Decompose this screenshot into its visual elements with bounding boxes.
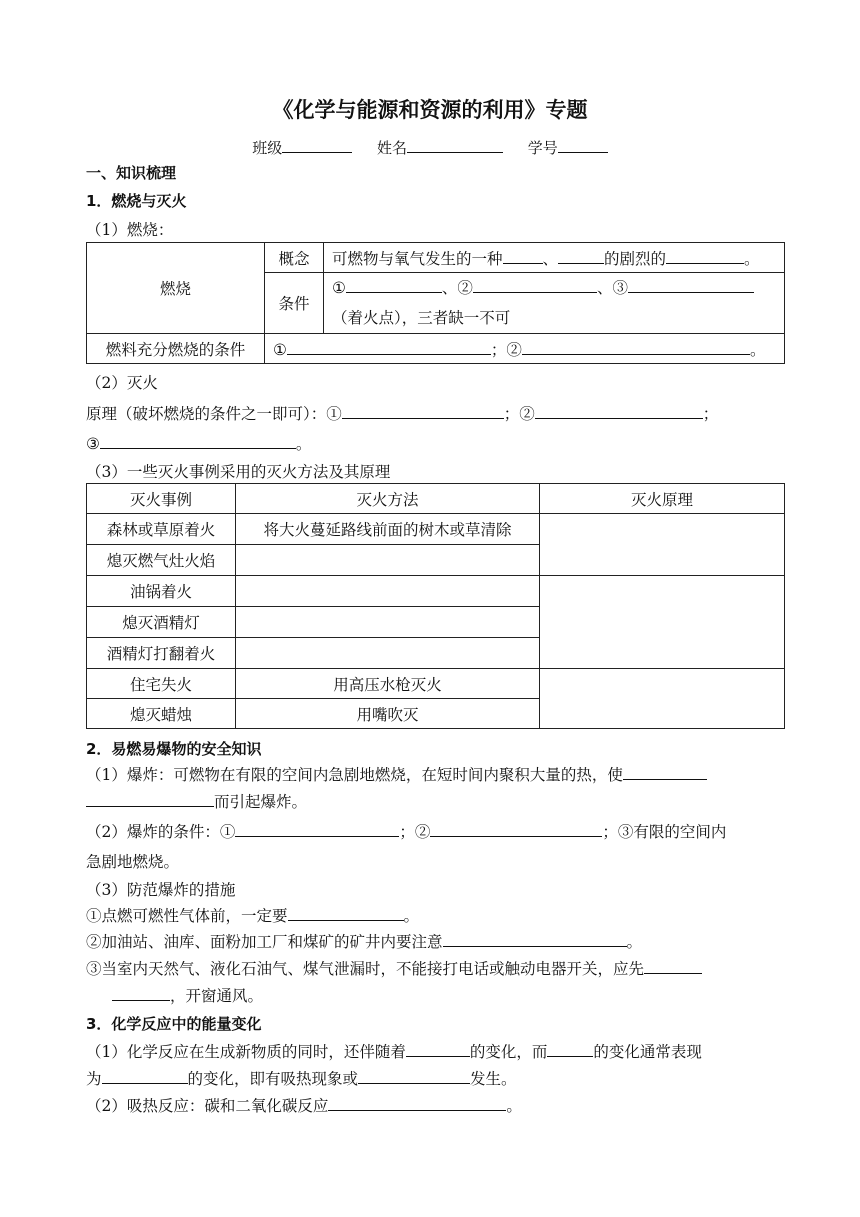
principle-blank-2[interactable]: [535, 404, 703, 419]
heading-energy-change: 3．化学反应中的能量变化: [86, 1015, 262, 1033]
endothermic-text: （2）吸热反应：碳和二氧化碳反应: [86, 1097, 329, 1115]
condition-cell: [324, 273, 785, 334]
explosion-line-1: [86, 763, 707, 785]
method-cell[interactable]: [236, 638, 540, 669]
condition-blank-2[interactable]: [473, 278, 597, 293]
explosion-blank-1[interactable]: [623, 765, 707, 780]
method-cell: 用嘴吹灭: [236, 699, 540, 729]
energy-blank-4[interactable]: [358, 1069, 470, 1084]
measure-3-text: ③当室内天然气、液化石油气、煤气泄漏时，不能接打电话或触动电器开关，应先: [86, 960, 645, 978]
energy-text-f: 发生。: [470, 1070, 517, 1088]
concept-period: 。: [744, 249, 760, 268]
full-combustion-blank-1[interactable]: [287, 340, 491, 355]
full-marker-2: ②: [506, 340, 522, 359]
explosion-line-2: [86, 790, 307, 812]
measure-2-blank[interactable]: [443, 932, 627, 947]
concept-blank-1[interactable]: [503, 249, 543, 264]
method-cell[interactable]: [236, 576, 540, 607]
principle-semicolon-1: ；: [503, 405, 520, 423]
explosion-cond-blank-2[interactable]: [430, 822, 602, 837]
method-cell[interactable]: [236, 607, 540, 638]
name-label: 姓名: [376, 139, 407, 157]
full-period: 。: [749, 340, 766, 359]
explosion-conditions-end: 急剧地燃烧。: [86, 853, 180, 871]
sub-heading-examples: （3）一些灭火事例采用的灭火方法及其原理: [86, 463, 391, 481]
principle-period: 。: [295, 435, 312, 453]
energy-text-a: （1）化学反应在生成新物质的同时，还伴随着: [86, 1043, 406, 1061]
condition-blank-1[interactable]: [346, 278, 442, 293]
example-cell: 熄灭蜡烛: [87, 699, 236, 729]
example-cell: 森林或草原着火: [87, 514, 236, 545]
measure-1: [86, 904, 419, 926]
concept-label: 概念: [265, 243, 324, 273]
principle-cell-group-2[interactable]: [540, 576, 785, 669]
full-combustion-blank-2[interactable]: [522, 340, 750, 355]
energy-text-e: 的变化，即有吸热现象或: [187, 1070, 359, 1088]
endothermic-period: 。: [506, 1097, 522, 1115]
measure-2: [86, 930, 642, 952]
principle-semicolon-2: ；: [702, 405, 719, 423]
measure-2-text: ②加油站、油库、面粉加工厂和煤矿的矿井内要注意: [86, 933, 443, 951]
method-cell: 用高压水枪灭火: [236, 669, 540, 699]
student-id-label: 学号: [527, 139, 558, 157]
combustion-table: [86, 242, 785, 364]
example-cell: 住宅失火: [87, 669, 236, 699]
principle-cell-group-1[interactable]: [540, 514, 785, 576]
example-cell: 油锅着火: [87, 576, 236, 607]
energy-blank-2[interactable]: [547, 1042, 593, 1057]
sub-heading-extinguishing: （2）灭火: [86, 374, 158, 392]
energy-text-c: 的变化通常表现: [593, 1043, 702, 1061]
full-semicolon: ；: [490, 340, 507, 359]
prevention-heading: （3）防范爆炸的措施: [86, 881, 236, 899]
full-combustion-label: 燃料充分燃烧的条件: [87, 334, 265, 364]
concept-cell: [324, 243, 785, 273]
principle-blank-3[interactable]: [100, 434, 296, 449]
page-title: 《化学与能源和资源的利用》专题: [272, 98, 588, 122]
condition-sep-2: 、: [596, 279, 613, 297]
measure-2-period: 。: [626, 933, 643, 951]
example-cell: 熄灭燃气灶火焰: [87, 545, 236, 576]
explosion-conditions-text: （2）爆炸的条件：①: [86, 823, 236, 841]
student-id-blank[interactable]: [558, 138, 608, 153]
example-cell: 熄灭酒精灯: [87, 607, 236, 638]
condition-label: 条件: [265, 273, 324, 334]
measure-3-blank-1[interactable]: [644, 959, 702, 974]
energy-blank-1[interactable]: [406, 1042, 470, 1057]
measure-3-end: ，开窗通风。: [170, 987, 264, 1005]
energy-line-3: [86, 1094, 522, 1116]
sub-heading-combustion: （1）燃烧：: [86, 221, 174, 239]
energy-line-1: [86, 1040, 702, 1062]
measure-3-blank-2[interactable]: [112, 986, 170, 1001]
measure-1-blank[interactable]: [288, 906, 404, 921]
condition-blank-3[interactable]: [628, 278, 754, 293]
condition-marker-2: ②: [457, 279, 473, 297]
measure-3-line-2: [86, 984, 263, 1006]
heading-combustion-and-extinguishing: 1．燃烧与灭火: [86, 192, 187, 210]
energy-text-d: 为: [86, 1070, 102, 1088]
explosion-cond-text-3: ；③有限的空间内: [602, 823, 727, 841]
energy-text-b: 的变化，而: [469, 1043, 548, 1061]
explosion-definition-end: 而引起爆炸。: [214, 793, 308, 811]
condition-text-2: （着火点），三者缺一不可: [332, 309, 511, 327]
explosion-cond-blank-1[interactable]: [235, 822, 399, 837]
section-heading-knowledge: 一、知识梳理: [86, 164, 177, 182]
heading-safety: 2．易燃易爆物的安全知识: [86, 740, 262, 758]
header-example: 灭火事例: [87, 484, 236, 514]
example-cell: 酒精灯打翻着火: [87, 638, 236, 669]
principle-cell-group-3[interactable]: [540, 669, 785, 729]
extinguishing-table: [86, 483, 785, 729]
explosion-definition-text: （1）爆炸：可燃物在有限的空间内急剧地燃烧，在短时间内聚积大量的热，使: [86, 766, 623, 784]
class-blank[interactable]: [282, 138, 352, 153]
explosion-conditions-line: [86, 820, 726, 842]
energy-line-2: [86, 1067, 517, 1089]
explosion-blank-2[interactable]: [86, 792, 214, 807]
principle-blank-1[interactable]: [342, 404, 504, 419]
explosion-cond-semicolon: ；: [399, 823, 415, 841]
name-blank[interactable]: [407, 138, 503, 153]
measure-1-period: 。: [403, 907, 420, 925]
method-cell: 将大火蔓延路线前面的树木或草清除: [236, 514, 540, 545]
condition-marker-3: ③: [612, 279, 628, 297]
endothermic-blank[interactable]: [328, 1096, 506, 1111]
measure-1-text: ①点燃可燃性气体前，一定要: [86, 907, 288, 925]
full-marker-1: ①: [273, 340, 287, 359]
condition-marker-1: ①: [332, 279, 346, 297]
concept-text-b: 的剧烈的: [604, 249, 667, 268]
principle-line-2: [86, 432, 311, 454]
student-info-line: [0, 137, 860, 158]
principle-marker-3: ③: [86, 435, 100, 453]
header-principle: 灭火原理: [540, 484, 785, 514]
concept-blank-3[interactable]: [666, 249, 744, 264]
combustion-row-label: 燃烧: [87, 243, 265, 334]
full-combustion-cell: [265, 334, 785, 364]
concept-text-a: 可燃物与氧气发生的一种: [332, 249, 503, 268]
concept-sep: 、: [542, 249, 559, 268]
energy-blank-3[interactable]: [102, 1069, 188, 1084]
condition-sep-1: 、: [441, 279, 458, 297]
explosion-cond-marker-2: ②: [414, 823, 431, 841]
header-method: 灭火方法: [236, 484, 540, 514]
principle-marker-2: ②: [519, 405, 535, 423]
concept-blank-2[interactable]: [558, 249, 604, 264]
class-label: 班级: [252, 139, 283, 157]
measure-3: [86, 957, 702, 979]
method-cell[interactable]: [236, 545, 540, 576]
principle-line-1: [86, 402, 718, 424]
principle-text: 原理（破坏燃烧的条件之一即可）：①: [86, 405, 342, 423]
